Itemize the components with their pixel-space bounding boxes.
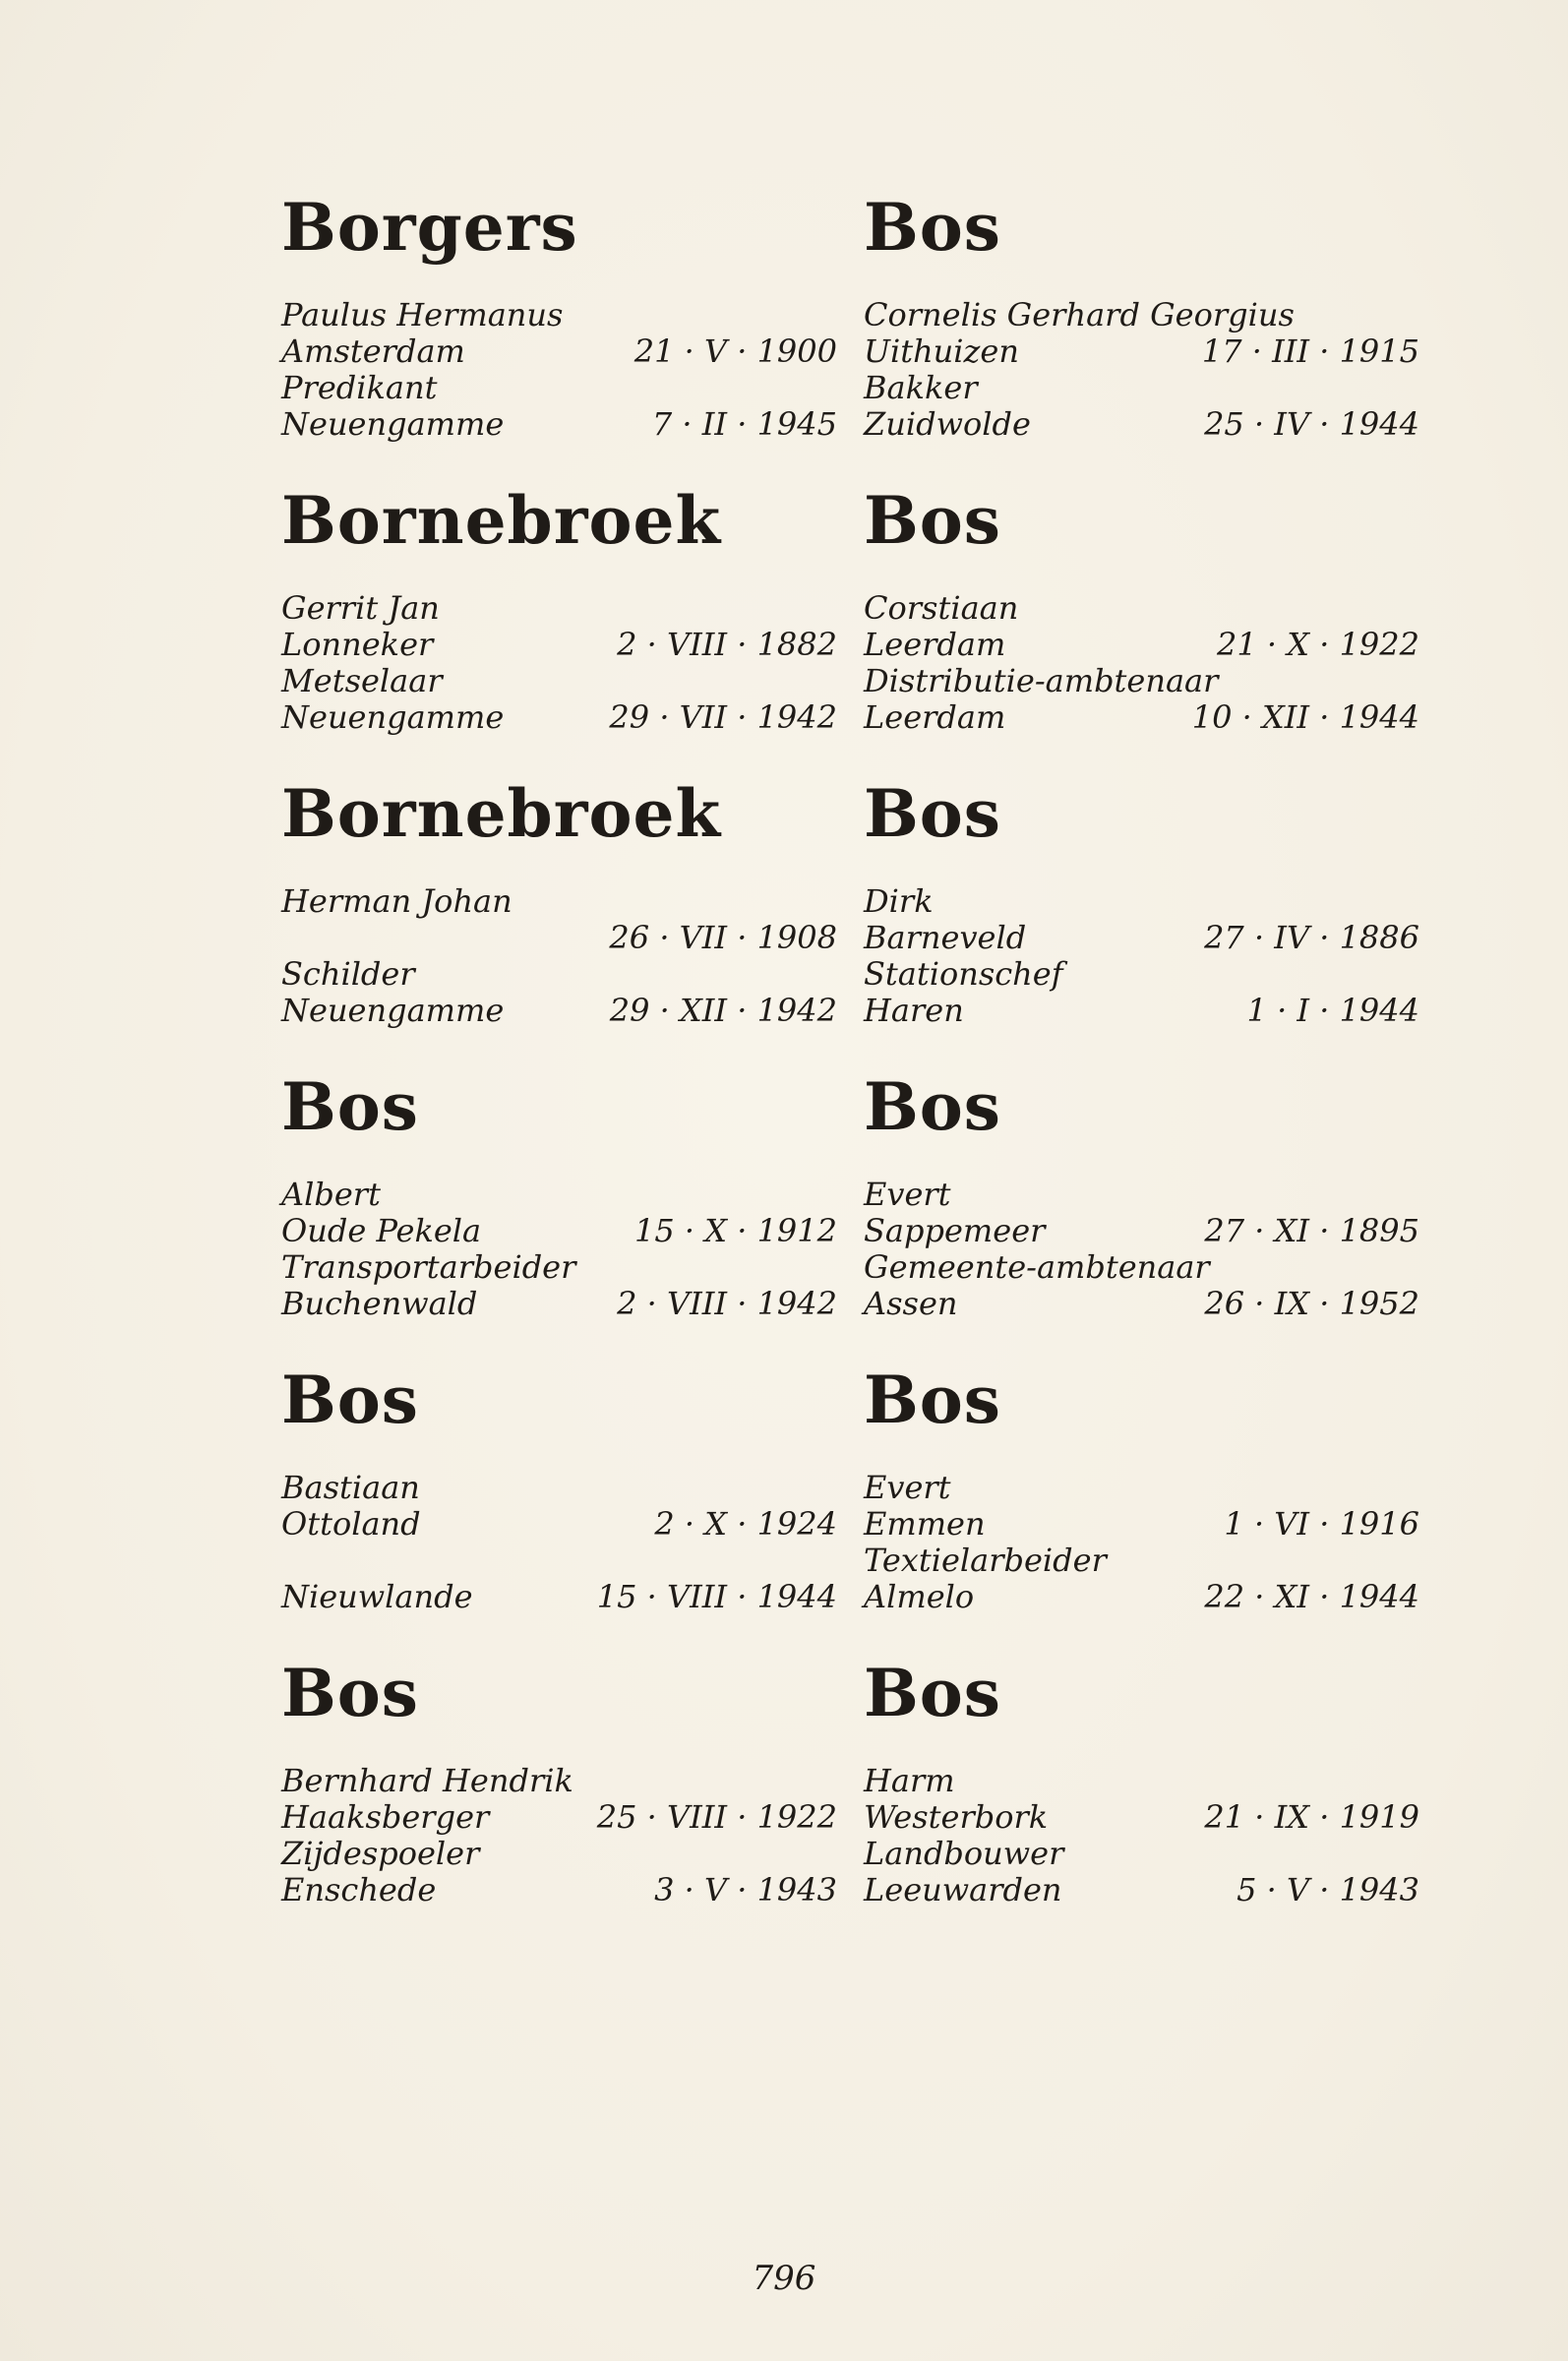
given-names: Cornelis Gerhard Georgius [864,296,1295,333]
death-row [281,1579,837,1615]
given-names: Evert [864,1176,951,1213]
occupation: Transportarbeider [281,1248,576,1286]
birthplace: Westerbork [864,1798,1049,1836]
death-place: Neuengamme [281,698,505,736]
entry-surname: Bos [864,1068,1001,1145]
birthplace: Haaksberger [281,1798,490,1836]
right-column [864,187,1419,1946]
given-names-row [281,1177,837,1213]
memorial-entry [864,480,1419,773]
occupation: Gemeente-ambtenaar [864,1248,1210,1286]
death-row [864,1579,1419,1615]
birth-row [864,1799,1419,1836]
death-date: 1 · I · 1944 [1246,992,1419,1029]
death-row [281,1872,837,1908]
occupation-row [864,370,1419,406]
memorial-entry [864,1066,1419,1360]
birth-row [864,1213,1419,1249]
death-row [281,1286,837,1322]
entry-surname: Bos [281,1068,419,1145]
death-place: Leerdam [864,698,1006,736]
given-names: Bastiaan [281,1469,420,1506]
given-names-row [281,590,837,627]
birth-date: 21 · V · 1900 [633,333,837,370]
occupation: Predikant [281,369,438,406]
death-place: Nieuwlande [281,1578,473,1615]
birth-row [864,920,1419,956]
given-names: Harm [864,1762,955,1799]
entry-surname: Bornebroek [281,482,722,559]
given-names-row [864,1177,1419,1213]
death-row [864,1286,1419,1322]
given-names-row [864,1763,1419,1799]
birth-row [281,1213,837,1249]
death-place: Almelo [864,1578,975,1615]
death-date: 22 · XI · 1944 [1204,1578,1419,1615]
birthplace: Lonneker [281,626,434,663]
occupation: Metselaar [281,662,443,699]
occupation: Schilder [281,955,415,993]
birth-row [281,1799,837,1836]
death-place: Zuidwolde [864,405,1031,443]
birth-date: 2 · VIII · 1882 [617,626,837,663]
death-row [864,993,1419,1029]
birth-date: 1 · VI · 1916 [1224,1505,1419,1543]
memorial-entry [281,1360,837,1653]
given-names: Herman Johan [281,882,513,920]
occupation-row [281,1543,837,1579]
given-names: Gerrit Jan [281,589,440,627]
birthplace: Oude Pekela [281,1212,482,1249]
given-names: Dirk [864,882,934,920]
birthplace: Emmen [864,1505,986,1543]
birth-row [864,1506,1419,1543]
birth-row [864,627,1419,663]
birthplace: Amsterdam [281,333,465,370]
page-number: 796 [752,2259,816,2298]
death-date: 7 · II · 1945 [651,405,837,443]
death-date: 2 · VIII · 1942 [617,1285,837,1322]
birthplace: Ottoland [281,1505,421,1543]
given-names-row [281,883,837,920]
given-names-row [281,297,837,333]
memorial-entry [864,1653,1419,1946]
given-names-row [864,297,1419,333]
birthplace: Uithuizen [864,333,1019,370]
entry-surname: Bos [864,189,1001,266]
death-place: Enschede [281,1871,437,1908]
death-place: Neuengamme [281,405,505,443]
death-date: 5 · V · 1943 [1236,1871,1419,1908]
occupation-row [864,1836,1419,1872]
given-names-row [281,1470,837,1506]
entry-surname: Bos [864,482,1001,559]
death-date: 15 · VIII · 1944 [596,1578,837,1615]
death-row [864,699,1419,736]
given-names-row [864,883,1419,920]
given-names-row [864,590,1419,627]
birth-date: 25 · VIII · 1922 [596,1798,837,1836]
death-row [281,699,837,736]
entry-surname: Bos [281,1362,419,1438]
occupation-row [281,370,837,406]
memorial-entry [281,187,837,480]
occupation: Textielarbeider [864,1542,1107,1579]
given-names: Paulus Hermanus [281,296,564,333]
death-date: 26 · IX · 1952 [1204,1285,1419,1322]
death-row [281,406,837,443]
given-names-row [864,1470,1419,1506]
entry-surname: Borgers [281,189,578,266]
birth-date: 21 · IX · 1919 [1204,1798,1419,1836]
occupation: Bakker [864,369,978,406]
birth-date: 15 · X · 1912 [634,1212,837,1249]
death-row [281,993,837,1029]
birth-row [864,333,1419,370]
birthplace: Leerdam [864,626,1006,663]
birth-date: 26 · VII · 1908 [609,919,837,956]
birth-row [281,333,837,370]
entry-surname: Bos [864,775,1001,852]
birth-date: 2 · X · 1924 [654,1505,837,1543]
birth-row [281,920,837,956]
death-row [864,1872,1419,1908]
death-date: 3 · V · 1943 [654,1871,837,1908]
death-place: Haren [864,992,964,1029]
occupation-row [864,663,1419,699]
birth-date: 21 · X · 1922 [1217,626,1419,663]
death-place: Buchenwald [281,1285,478,1322]
given-names: Albert [281,1176,381,1213]
occupation: Landbouwer [864,1835,1064,1872]
entry-surname: Bos [281,1655,419,1731]
occupation: Distributie-ambtenaar [864,662,1219,699]
memorial-entry [281,1066,837,1360]
given-names: Evert [864,1469,951,1506]
birthplace: Barneveld [864,919,1027,956]
death-row [864,406,1419,443]
death-date: 25 · IV · 1944 [1204,405,1419,443]
death-place: Assen [864,1285,958,1322]
left-column [281,187,837,1946]
memorial-entry [864,187,1419,480]
memorial-entry [864,773,1419,1066]
entry-surname: Bornebroek [281,775,722,852]
memorial-entry [864,1360,1419,1653]
death-place: Neuengamme [281,992,505,1029]
occupation: Zijdespoeler [281,1835,480,1872]
memorial-entry [281,1653,837,1946]
occupation-row [281,663,837,699]
death-date: 29 · XII · 1942 [609,992,837,1029]
entry-surname: Bos [864,1655,1001,1731]
occupation-row [281,1836,837,1872]
memorial-entry [281,773,837,1066]
birth-row [281,1506,837,1543]
occupation-row [864,956,1419,993]
occupation-row [864,1543,1419,1579]
death-place: Leeuwarden [864,1871,1062,1908]
birth-date: 27 · XI · 1895 [1204,1212,1419,1249]
occupation-row [281,956,837,993]
given-names: Bernhard Hendrik [281,1762,573,1799]
occupation-row [281,1249,837,1286]
memorial-entry [281,480,837,773]
death-date: 10 · XII · 1944 [1191,698,1419,736]
given-names-row [281,1763,837,1799]
birth-date: 27 · IV · 1886 [1204,919,1419,956]
occupation-row [864,1249,1419,1286]
death-date: 29 · VII · 1942 [609,698,837,736]
entry-surname: Bos [864,1362,1001,1438]
given-names: Corstiaan [864,589,1019,627]
birthplace: Sappemeer [864,1212,1046,1249]
occupation: Stationschef [864,955,1063,993]
birth-row [281,627,837,663]
birth-date: 17 · III · 1915 [1201,333,1419,370]
